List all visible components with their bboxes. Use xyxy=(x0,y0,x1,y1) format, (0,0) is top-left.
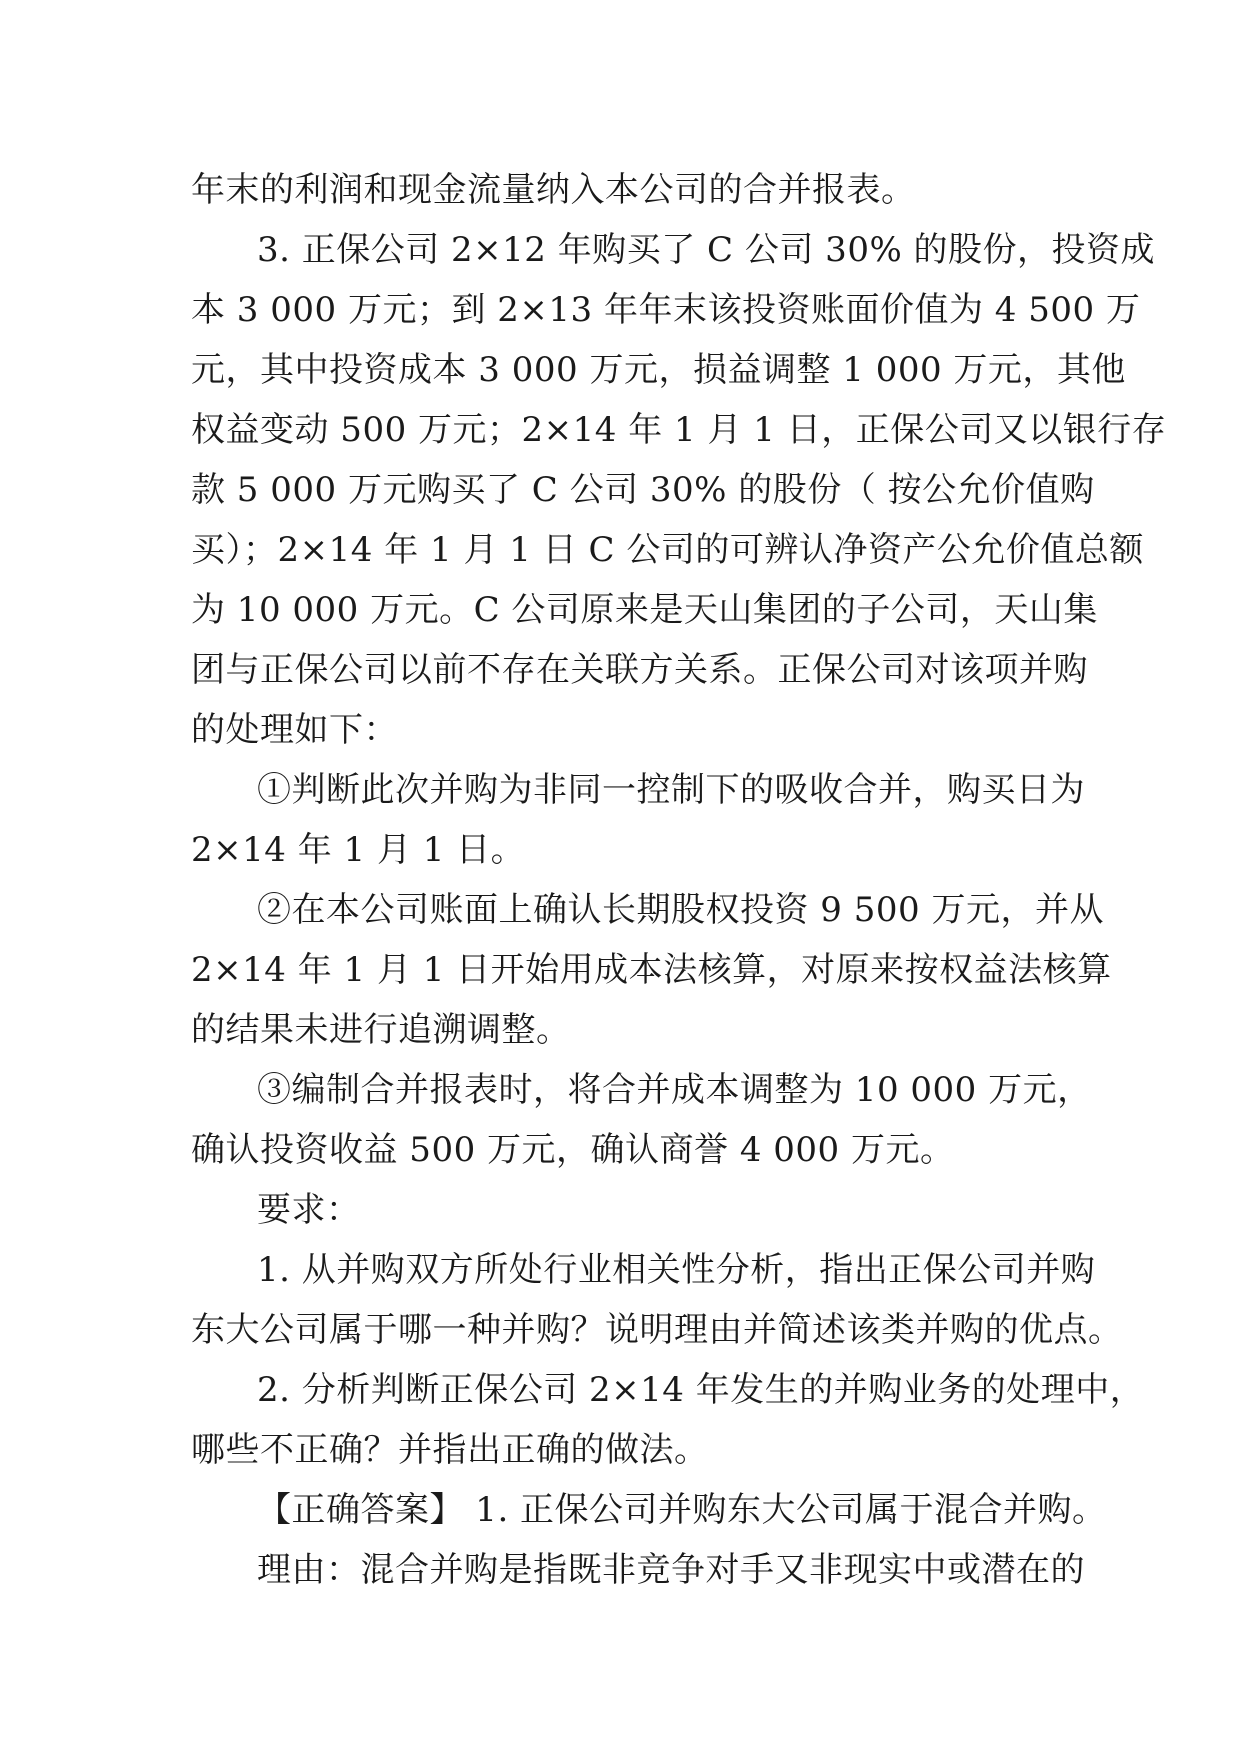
text-line: 1. 从并购双方所处行业相关性分析，指出正保公司并购 xyxy=(257,1250,1096,1290)
text-line: 确认投资收益 500 万元，确认商誉 4 000 万元。 xyxy=(191,1130,955,1170)
text-line: ①判断此次并购为非同一控制下的吸收合并，购买日为 xyxy=(257,770,1085,810)
text-line: 的处理如下： xyxy=(191,710,398,750)
text-line: 2×14 年 1 月 1 日开始用成本法核算，对原来按权益法核算 xyxy=(191,950,1112,990)
text-line: 年末的利润和现金流量纳入本公司的合并报表。 xyxy=(191,170,916,210)
text-line: 3. 正保公司 2×12 年购买了 C 公司 30% 的股份，投资成 xyxy=(257,230,1156,270)
text-line: ③编制合并报表时，将合并成本调整为 10 000 万元， xyxy=(257,1070,1092,1110)
text-line: 东大公司属于哪一种并购？说明理由并简述该类并购的优点。 xyxy=(191,1310,1123,1350)
text-line: 理由：混合并购是指既非竞争对手又非现实中或潜在的 xyxy=(257,1550,1085,1590)
text-line: 2×14 年 1 月 1 日。 xyxy=(191,830,526,870)
text-line: 2. 分析判断正保公司 2×14 年发生的并购业务的处理中， xyxy=(257,1370,1145,1410)
text-line: 团与正保公司以前不存在关联方关系。正保公司对该项并购 xyxy=(191,650,1088,690)
text-line: 为 10 000 万元。C 公司原来是天山集团的子公司，天山集 xyxy=(191,590,1098,630)
body-text xyxy=(191,160,1167,1600)
text-line: ②在本公司账面上确认长期股权投资 9 500 万元，并从 xyxy=(257,890,1104,930)
text-line: 【正确答案】 1. 正保公司并购东大公司属于混合并购。 xyxy=(257,1490,1107,1530)
text-line: 本 3 000 万元；到 2×13 年年末该投资账面价值为 4 500 万 xyxy=(191,290,1141,330)
text-line: 哪些不正确？并指出正确的做法。 xyxy=(191,1430,709,1470)
text-line: 要求： xyxy=(257,1190,361,1230)
text-line: 元，其中投资成本 3 000 万元，损益调整 1 000 万元，其他 xyxy=(191,350,1126,390)
text-line: 权益变动 500 万元；2×14 年 1 月 1 日，正保公司又以银行存 xyxy=(191,410,1167,450)
text-line: 买）；2×14 年 1 月 1 日 C 公司的可辨认净资产公允价值总额 xyxy=(191,530,1144,570)
text-line: 款 5 000 万元购买了 C 公司 30% 的股份（ 按公允价值购 xyxy=(191,470,1095,510)
text-line: 的结果未进行追溯调整。 xyxy=(191,1010,571,1050)
